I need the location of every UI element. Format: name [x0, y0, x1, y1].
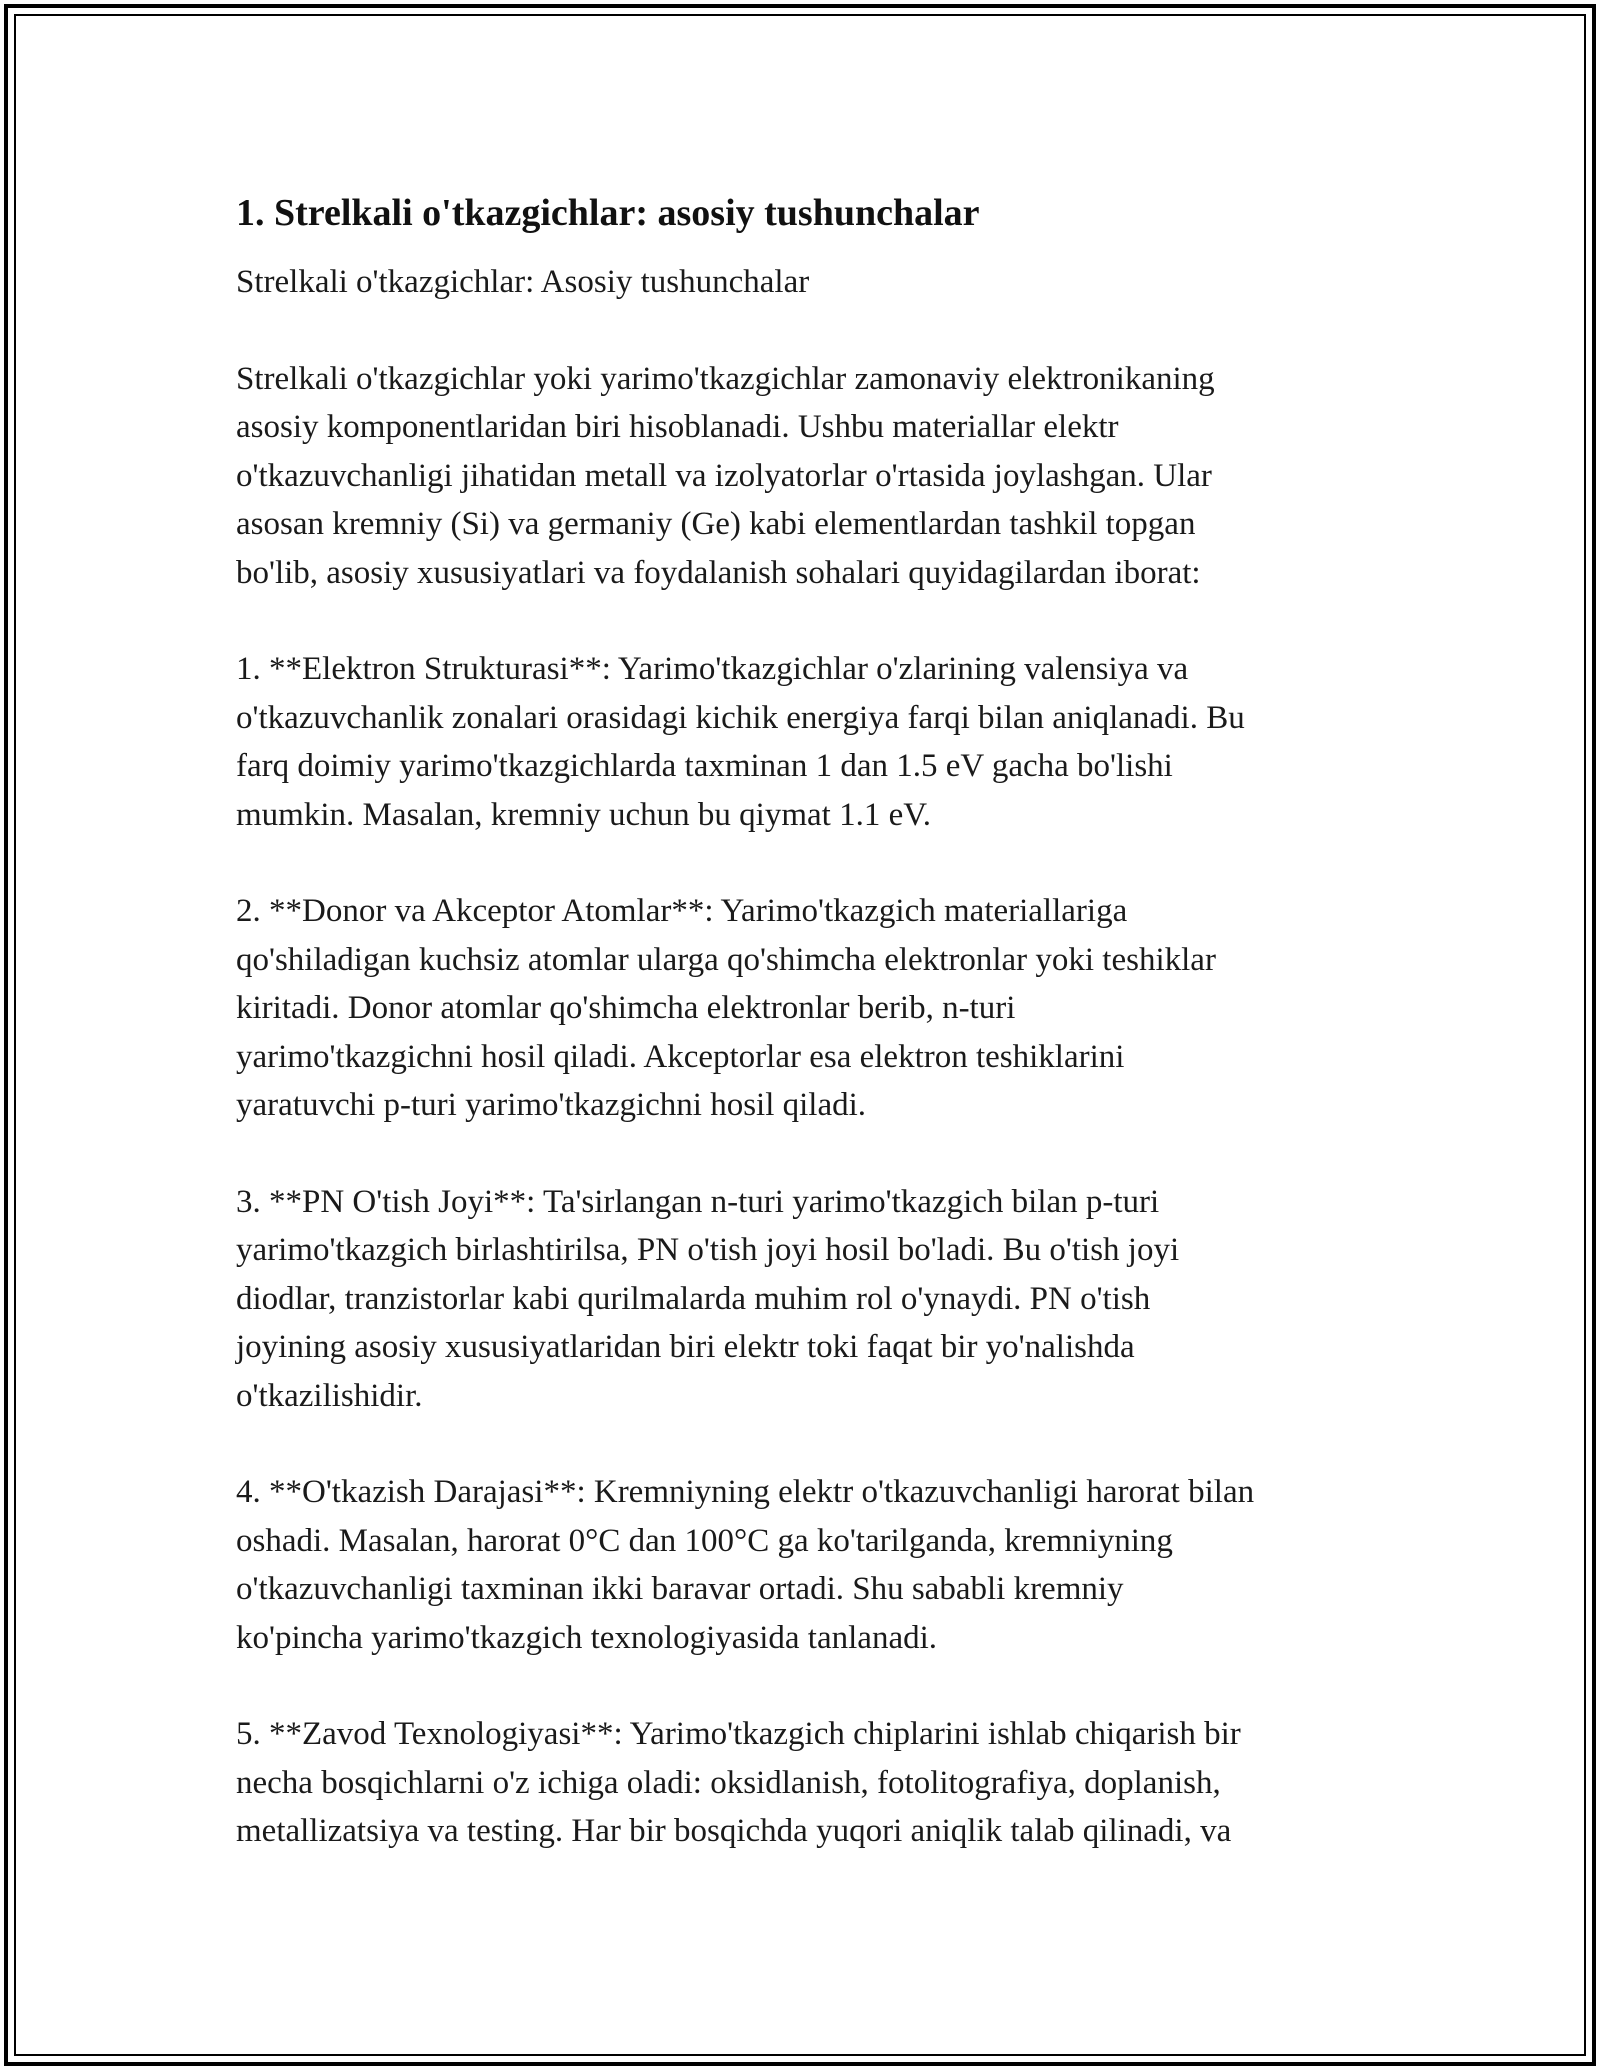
- text-line: 3. **PN O'tish Joyi**: Ta'sirlangan n-turi yarimo'tkazgich bilan p-turi: [236, 1183, 1160, 1220]
- text-line: kiritadi. Donor atomlar qo'shimcha elektronlar berib, n-turi: [236, 990, 1016, 1026]
- text-line: oshadi. Masalan, harorat 0°C dan 100°C ga ko'tarilganda, kremniyning: [236, 1522, 1173, 1559]
- text-line: necha bosqichlarni o'z ichiga oladi: oksidlanish, fotolitografiya, doplanish,: [236, 1764, 1221, 1801]
- text-line: yaratuvchi p-turi yarimo'tkazgichni hosil qiladi.: [236, 1087, 867, 1123]
- text-line: o'tkazuvchanligi jihatidan metall va izolyatorlar o'rtasida joylashgan. Ular: [236, 457, 1212, 494]
- paragraph-item-5: [236, 1710, 1396, 1856]
- text-line: bo'lib, asosiy xususiyatlari va foydalanish sohalari quyidagilardan iborat:: [236, 554, 1201, 591]
- text-line: joyining asosiy xususiyatlaridan biri elektr toki faqat bir yo'nalishda: [236, 1329, 1135, 1365]
- text-line: metallizatsiya va testing. Har bir bosqichda yuqori aniqlik talab qilinadi, va: [236, 1813, 1232, 1849]
- text-line: asosan kremniy (Si) va germaniy (Ge) kabi elementlardan tashkil topgan: [236, 506, 1196, 542]
- text-line: asosiy komponentlaridan biri hisoblanadi. Ushbu materiallar elektr: [236, 409, 1119, 445]
- document-title: 1. Strelkali o'tkazgichlar: asosiy tushunchalar: [236, 192, 980, 234]
- document-body: [236, 188, 1396, 1904]
- text-line: mumkin. Masalan, kremniy uchun bu qiymat 1.1 eV.: [236, 796, 932, 833]
- text-line: Strelkali o'tkazgichlar yoki yarimo'tkazgichlar zamonaviy elektronikaning: [236, 360, 1215, 397]
- paragraph-item-3: [236, 1178, 1396, 1421]
- text-line: ko'pincha yarimo'tkazgich texnologiyasida tanlanadi.: [236, 1619, 938, 1656]
- paragraph-item-1: [236, 645, 1396, 839]
- text-line: yarimo'tkazgichni hosil qiladi. Akceptorlar esa elektron teshiklarini: [236, 1038, 1125, 1075]
- text-line: 4. **O'tkazish Darajasi**: Kremniyning elektr o'tkazuvchanligi harorat bilan: [236, 1474, 1255, 1510]
- text-line: diodlar, tranzistorlar kabi qurilmalarda muhim rol o'ynaydi. PN o'tish: [236, 1280, 1151, 1317]
- text-line: o'tkazilishidir.: [236, 1377, 423, 1414]
- text-line: 5. **Zavod Texnologiyasi**: Yarimo'tkazgich chiplarini ishlab chiqarish bir: [236, 1716, 1241, 1752]
- text-line: o'tkazuvchanlik zonalari orasidagi kichik energiya farqi bilan aniqlanadi. Bu: [236, 699, 1245, 736]
- paragraph-item-2: [236, 887, 1396, 1130]
- text-line: qo'shiladigan kuchsiz atomlar ularga qo'shimcha elektronlar yoki teshiklar: [236, 941, 1216, 978]
- text-line: 1. **Elektron Strukturasi**: Yarimo'tkazgichlar o'zlarining valensiya va: [236, 651, 1189, 687]
- paragraph-intro: [236, 355, 1396, 598]
- paragraph-item-4: [236, 1468, 1396, 1662]
- text-line: 2. **Donor va Akceptor Atomlar**: Yarimo'tkazgich materiallariga: [236, 893, 1128, 929]
- text-line: o'tkazuvchanligi taxminan ikki baravar ortadi. Shu sababli kremniy: [236, 1571, 1124, 1607]
- text-line: yarimo'tkazgich birlashtirilsa, PN o'tish joyi hosil bo'ladi. Bu o'tish joyi: [236, 1232, 1180, 1268]
- document-subtitle: Strelkali o'tkazgichlar: Asosiy tushunchalar: [236, 264, 810, 300]
- text-line: farq doimiy yarimo'tkazgichlarda taxminan 1 dan 1.5 eV gacha bo'lishi: [236, 748, 1173, 784]
